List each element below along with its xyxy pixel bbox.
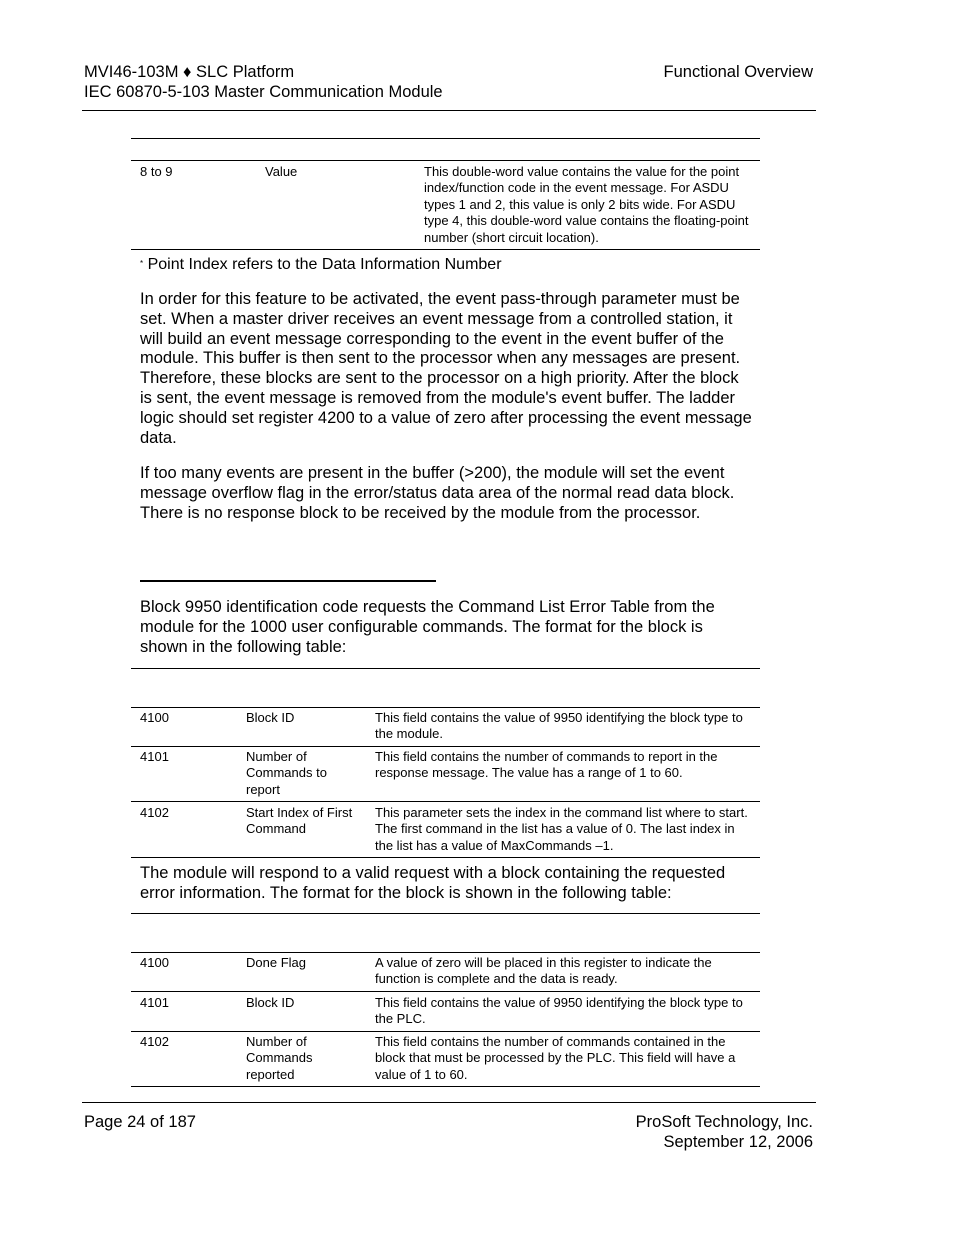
table3-top-rule	[131, 913, 760, 914]
table1-header-rule	[131, 160, 760, 161]
header-title-line1: MVI46-103M ♦ SLC Platform	[84, 63, 295, 81]
table3-row2-description: This field contains the value of 9950 identifying the block type to the PLC.	[375, 995, 743, 1027]
footnote	[140, 255, 502, 275]
table3-header-rule	[131, 952, 760, 953]
table2-row2-name: Number of Commands to report	[246, 749, 327, 797]
table2-row1-name: Block ID	[246, 710, 295, 725]
table2-row2-description: This field contains the number of commands to report in the response message. The value has a range of 1 to 60.	[375, 749, 718, 781]
table2-row1-offset: 4100	[140, 710, 169, 725]
table1-row1-offset: 8 to 9	[140, 164, 173, 179]
table1-row1-description: This double-word value contains the value for the point index/function code in the event message. For ASDU types 1 and 2, this value is only 2 bits wide. For ASDU type 4, this double-word value contains the floating-point number (short circuit location).	[424, 164, 749, 245]
footer-company: ProSoft Technology, Inc.	[635, 1113, 813, 1131]
table3-row2-offset: 4101	[140, 995, 169, 1010]
header-section: Functional Overview	[663, 63, 813, 81]
paragraph-response: The module will respond to a valid request with a block containing the requested error information. The format for the block is shown in the following table:	[140, 864, 726, 902]
section-heading-rule	[140, 580, 436, 582]
paragraph-block-9950-request: Block 9950 identification code requests the Command List Error Table from the module for the 1000 user configurable commands. The format for the block is shown in the following table:	[140, 598, 715, 656]
paragraph-event-overflow: If too many events are present in the buffer (>200), the module will set the event message overflow flag in the error/status data area of the normal read data block. There is no response block to be received by the module from the processor.	[140, 464, 735, 522]
header-title-line2: IEC 60870-5-103 Master Communication Module	[84, 83, 443, 101]
table1-row1-name: Value	[265, 164, 298, 179]
header-rule	[82, 110, 816, 111]
table2-header-rule	[131, 707, 760, 708]
footer-rule	[82, 1102, 816, 1103]
table3-row3-name: Number of Commands reported	[246, 1034, 313, 1082]
table2-row3-offset: 4102	[140, 805, 169, 820]
table3-row1-offset: 4100	[140, 955, 169, 970]
table3-row3-description: This field contains the number of commands contained in the block that must be processed by the PLC. This field will have a value of 1 to 60.	[375, 1034, 736, 1082]
table1-top-rule	[131, 138, 760, 139]
table3-row2-name: Block ID	[246, 995, 295, 1010]
table2-bottom-rule	[131, 857, 760, 858]
footnote-text: Point Index refers to the Data Information Number	[147, 256, 502, 273]
footer-page-number: Page 24 of 187	[84, 1113, 196, 1131]
table2-row-rule	[131, 746, 760, 747]
footer-date: September 12, 2006	[663, 1133, 813, 1151]
table3-row-rule	[131, 991, 760, 992]
paragraph-event-pass-through: In order for this feature to be activated, the event pass-through parameter must be set. When a master driver receives an event message from a controlled station, it will build an event message corresponding to the event in the event buffer of the module. This buffer is then sent to the processor when any messages are present. Therefore, these blocks are sent to the processor on a high priority. After the block is sent, the event message is removed from the module's event buffer. The ladder logic should set register 4200 to a value of zero after processing the event message data.	[140, 290, 752, 447]
footnote-marker: *	[140, 259, 144, 268]
table1-bottom-rule	[131, 249, 760, 250]
table2-row3-name: Start Index of First Command	[246, 805, 353, 837]
table2-top-rule	[131, 668, 760, 669]
table3-row1-name: Done Flag	[246, 955, 306, 970]
table2-row-rule	[131, 801, 760, 802]
table3-row1-description: A value of zero will be placed in this register to indicate the function is complete and the data is ready.	[375, 955, 712, 987]
table2-row1-description: This field contains the value of 9950 identifying the block type to the module.	[375, 710, 743, 742]
table3-row-rule	[131, 1031, 760, 1032]
table3-bottom-rule	[131, 1086, 760, 1087]
table2-row2-offset: 4101	[140, 749, 169, 764]
table3-row3-offset: 4102	[140, 1034, 169, 1049]
table2-row3-description: This parameter sets the index in the command list where to start. The first command in the list has a value of 0. The last index in the list has a value of MaxCommands –1.	[375, 805, 748, 853]
